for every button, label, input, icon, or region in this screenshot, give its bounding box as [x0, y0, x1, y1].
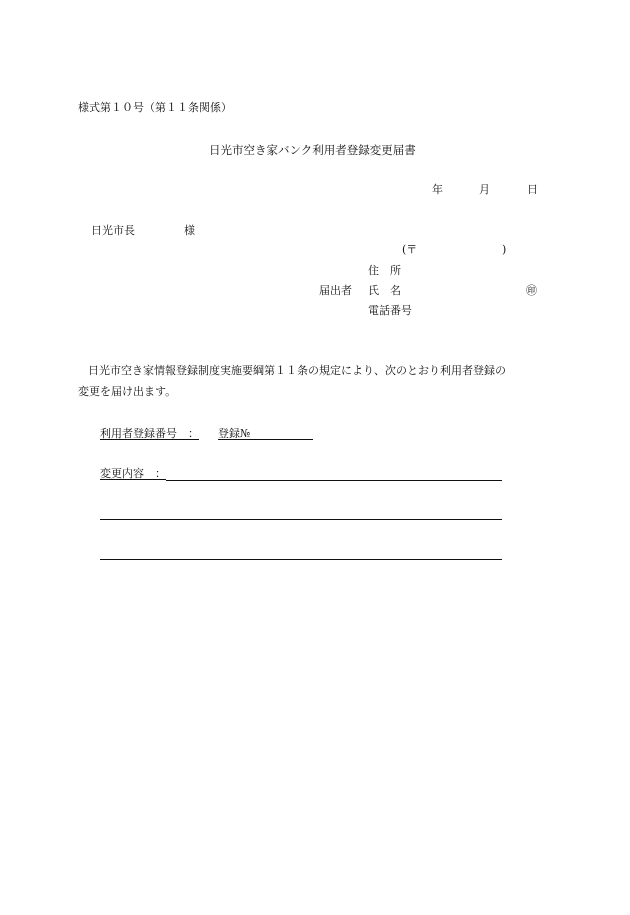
seal-mark: ㊞: [526, 284, 537, 297]
change-details-label: 変更内容 ：: [100, 467, 166, 480]
registration-number-label: 利用者登録番号 ：: [100, 427, 199, 440]
name-label: 氏 名: [368, 284, 401, 297]
document-title: 日光市空き家バンク利用者登録変更届書: [209, 143, 416, 157]
addressee-honorific: 様: [184, 224, 195, 237]
form-number: 様式第１０号（第１１条関係）: [78, 101, 232, 114]
change-details-line-2: [100, 519, 502, 520]
registration-number-prefix: 登録№: [218, 427, 251, 440]
body-text-line1: 日光市空き家情報登録制度実施要綱第１１条の規定により、次のとおり利用者登録の: [88, 364, 506, 377]
date-day: 日: [527, 183, 538, 196]
applicant-role-label: 届出者: [319, 284, 352, 297]
registration-number-line: [218, 439, 313, 440]
date-year: 年: [432, 183, 443, 196]
addressee-name: 日光市長: [91, 224, 135, 237]
address-label: 住 所: [368, 264, 401, 277]
postal-code-open: (〒: [402, 243, 418, 256]
date-month: 月: [479, 183, 490, 196]
postal-code-close: ): [502, 243, 507, 256]
change-details-line-1: [166, 480, 502, 481]
body-text-line2: 変更を届け出ます。: [78, 385, 177, 398]
phone-label: 電話番号: [368, 304, 412, 317]
change-details-line-3: [100, 559, 502, 560]
